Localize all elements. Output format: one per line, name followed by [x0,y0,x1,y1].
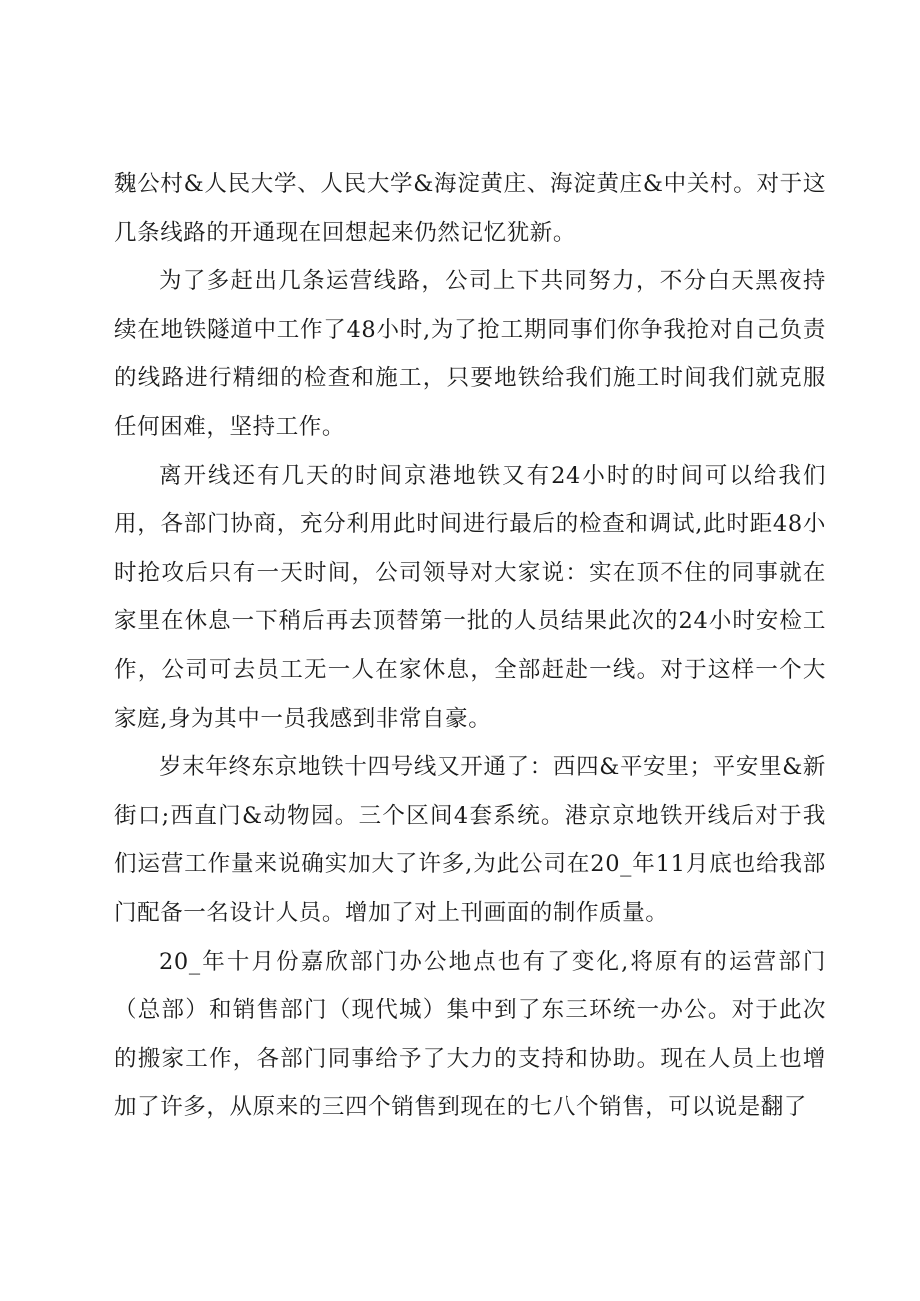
paragraph-3: 离开线还有几天的时间京港地铁又有24小时的时间可以给我们用，各部门协商，充分利用此时间进行最后的检查和调试,此时距48小时抢攻后只有一天时间，公司领导对大家说：实在顶不住的同事就在家里在休息一下稍后再去顶替第一批的人员结果此次的24小时安检工作，公司可去员工无一人在家休息，全部赶赴一线。对于这样一个大家庭,身为其中一员我感到非常自豪。 [114,462,826,732]
paragraph-4: 岁末年终东京地铁十四号线又开通了：西四&平安里；平安里&新街口;西直门&动物园。三个区间4套系统。港京京地铁开线后对于我们运营工作量来说确实加大了许多,为此公司在20_年11月底也给我部门配备一名设计人员。增加了对上刊画面的制作质量。 [114,754,826,926]
paragraph-2: 为了多赶出几条运营线路，公司上下共同努力，不分白天黑夜持续在地铁隧道中工作了48小时,为了抢工期同事们你争我抢对自己负责的线路进行精细的检查和施工，只要地铁给我们施工时间我们就克服任何困难，坚持工作。 [114,268,826,440]
paragraph-1: 魏公村&人民大学、人民大学&海淀黄庄、海淀黄庄&中关村。对于这几条线路的开通现在回想起来仍然记忆犹新。 [114,171,826,246]
document-body [114,160,826,1132]
paragraph-5: 20_年十月份嘉欣部门办公地点也有了变化,将原有的运营部门（总部）和销售部门（现代城）集中到了东三环统一办公。对于此次的搬家工作，各部门同事给予了大力的支持和协助。现在人员上也增加了许多，从原来的三四个销售到现在的七八个销售，可以说是翻了 [114,948,826,1121]
